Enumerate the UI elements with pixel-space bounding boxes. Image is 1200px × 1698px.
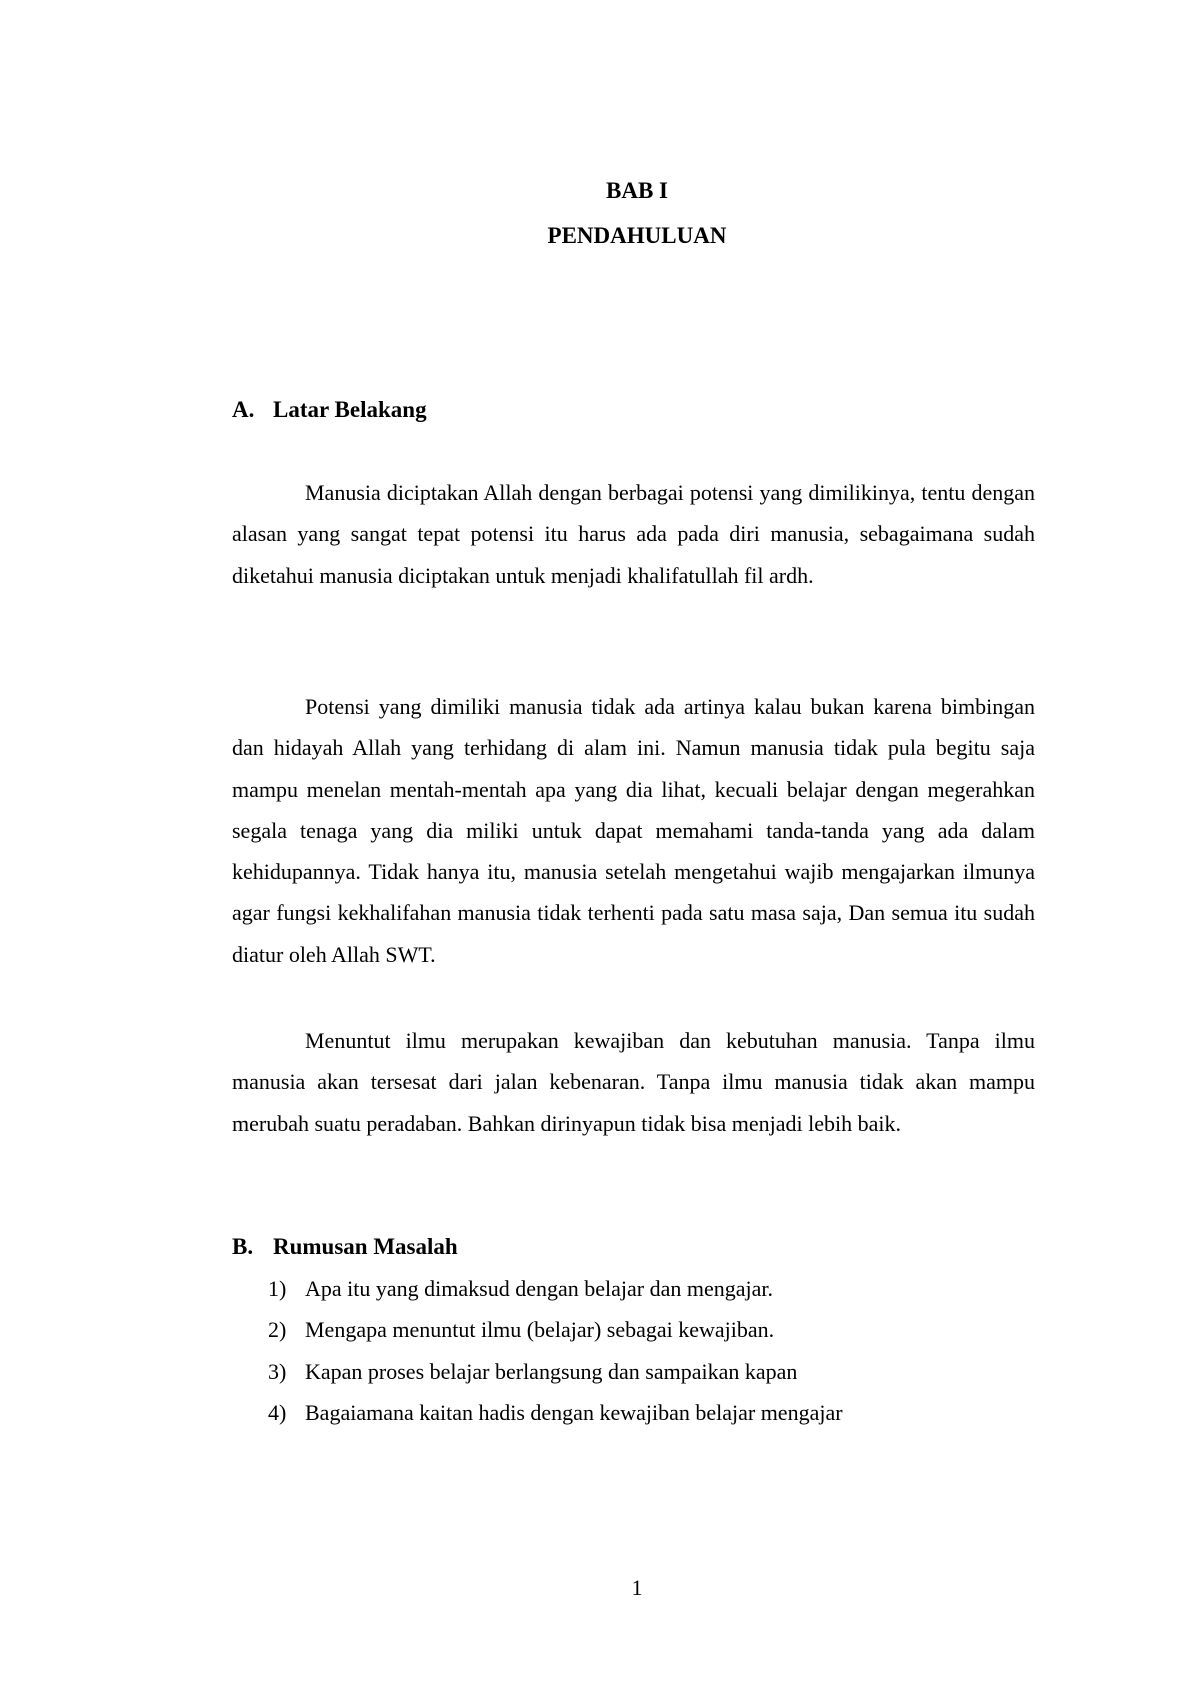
list-item-text: Bagaiamana kaitan hadis dengan kewajiban belajar mengajar xyxy=(305,1399,843,1425)
page-number: 1 xyxy=(631,1575,643,1600)
paragraph: Potensi yang dimiliki manusia tidak ada artinya kalau bukan karena bimbingan dan hidayah Allah yang terhidang di alam ini. Namun manusia tidak pula begitu saja mampu menelan mentah-mentah apa yang dia lihat, kecuali belajar dengan megerahkan segala tenaga yang dia miliki untuk dapat memahami tanda-tanda yang ada dalam kehidupannya. Tidak hanya itu, manusia setelah mengetahui wajib mengajarkan ilmunya agar fungsi kekhalifahan manusia tidak terhenti pada satu masa saja, Dan semua itu sudah diatur oleh Allah SWT. xyxy=(232,694,1035,967)
section-title: Rumusan Masalah xyxy=(273,1234,458,1259)
list-item-text: Kapan proses belajar berlangsung dan sampaikan kapan xyxy=(305,1358,798,1384)
section-letter: B. xyxy=(232,1234,254,1259)
list-item-number: 3) xyxy=(268,1358,287,1384)
section-title: Latar Belakang xyxy=(273,397,427,422)
chapter-number: BAB I xyxy=(606,178,668,203)
chapter-title: PENDAHULUAN xyxy=(547,223,727,248)
section-heading-rumusan-masalah xyxy=(232,1234,458,1260)
list-item xyxy=(268,1351,843,1392)
paragraph: Menuntut ilmu merupakan kewajiban dan kebutuhan manusia. Tanpa ilmu manusia akan tersesat dari jalan kebenaran. Tanpa ilmu manusia tidak akan mampu merubah suatu peradaban. Bahkan dirinyapun tidak bisa menjadi lebih baik. xyxy=(232,1028,1035,1136)
list-item-text: Mengapa menuntut ilmu (belajar) sebagai kewajiban. xyxy=(305,1317,775,1343)
list-item xyxy=(268,1392,843,1433)
section-heading-latar-belakang xyxy=(232,397,427,423)
list-item-number: 1) xyxy=(268,1276,287,1301)
list-item-text: Apa itu yang dimaksud dengan belajar dan mengajar. xyxy=(305,1276,773,1301)
section-letter: A. xyxy=(232,397,255,422)
list-item xyxy=(268,1309,843,1350)
list-item-number: 4) xyxy=(268,1399,287,1425)
paragraph: Manusia diciptakan Allah dengan berbagai potensi yang dimilikinya, tentu dengan alasan yang sangat tepat potensi itu harus ada pada diri manusia, sebagaimana sudah diketahui manusia diciptakan untuk menjadi khalifatullah fil ardh. xyxy=(232,480,1035,588)
problem-list xyxy=(268,1268,843,1433)
list-item xyxy=(268,1268,843,1309)
list-item-number: 2) xyxy=(268,1317,287,1343)
